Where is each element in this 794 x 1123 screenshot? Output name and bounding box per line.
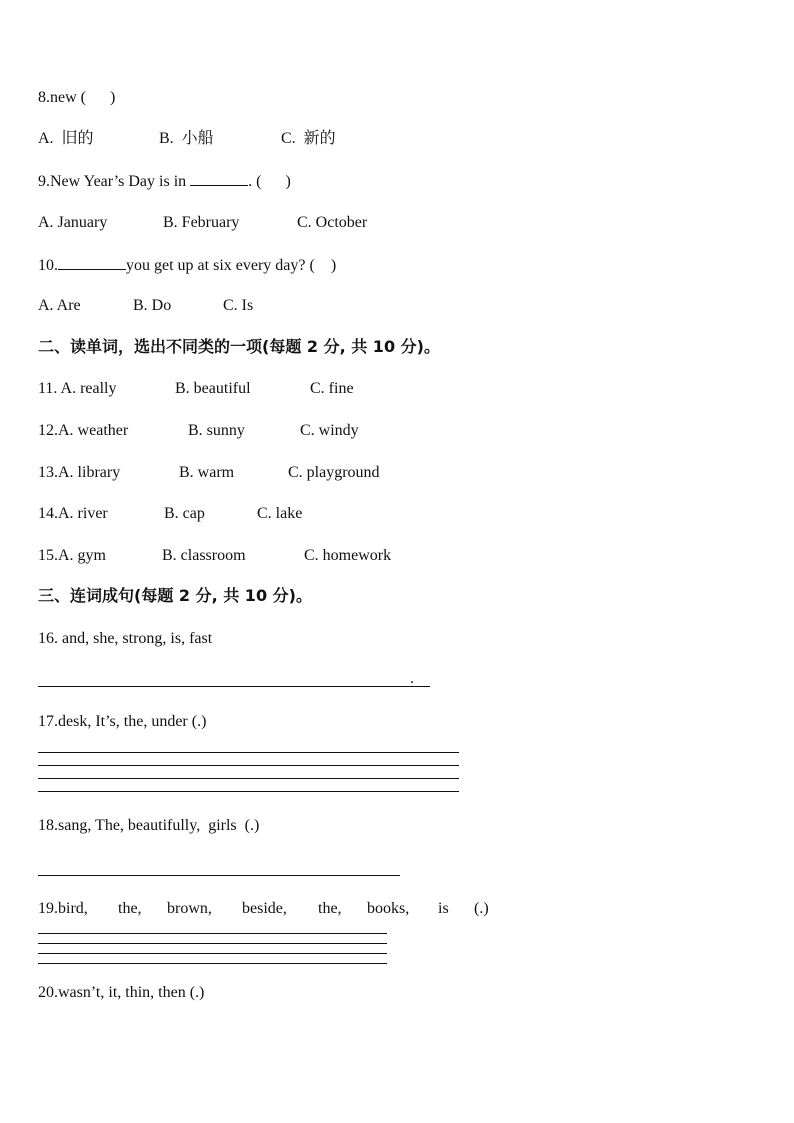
q19-word: (.) <box>474 900 489 917</box>
q12-option-a: 12.A. weather <box>38 422 129 439</box>
q8-stem: 8.new ( ) <box>38 89 116 106</box>
q9-blank[interactable] <box>190 171 248 186</box>
q9-stem-pre: 9.New Year’s Day is in <box>38 173 191 190</box>
q10-blank[interactable] <box>58 255 126 270</box>
q10-stem-post: you get up at six every day? ( ) <box>126 257 337 274</box>
q19-answer-line-3[interactable] <box>38 953 387 954</box>
q12-option-c: C. windy <box>300 422 359 439</box>
q16-period: . <box>410 670 414 687</box>
q15-option-a: 15.A. gym <box>38 547 106 564</box>
q19-word: brown, <box>167 900 212 917</box>
q9-option-b: B. February <box>163 214 240 231</box>
q19-word: is <box>438 900 449 917</box>
q10-stem-pre: 10. <box>38 257 58 274</box>
q19-answer-line-1[interactable] <box>38 933 387 934</box>
q13-option-a: 13.A. library <box>38 464 121 481</box>
q11-option-c: C. fine <box>310 380 354 397</box>
q9-option-c: C. October <box>297 214 368 231</box>
q9-stem <box>38 171 291 192</box>
q16-answer-line[interactable] <box>38 686 430 687</box>
q9-stem-post: . ( ) <box>248 173 291 190</box>
q14-option-b: B. cap <box>164 505 205 522</box>
q19-answer-line-4[interactable] <box>38 963 387 964</box>
q15-option-b: B. classroom <box>162 547 246 564</box>
q17-answer-line-3[interactable] <box>38 778 459 779</box>
q12-option-b: B. sunny <box>188 422 245 439</box>
q14-option-a: 14.A. river <box>38 505 108 522</box>
q10-stem <box>38 255 336 276</box>
q20-words: 20.wasn’t, it, thin, then (.) <box>38 984 205 1001</box>
q17-answer-line-4[interactable] <box>38 791 459 792</box>
q9-option-a: A. January <box>38 214 108 231</box>
q17-words: 17.desk, It’s, the, under (.) <box>38 713 207 730</box>
q18-words: 18.sang, The, beautifully, girls (.) <box>38 817 260 834</box>
q16-words: 16. and, she, strong, is, fast <box>38 630 213 647</box>
q8-option-c: C. 新的 <box>281 130 336 147</box>
q10-option-a: A. Are <box>38 297 81 314</box>
q13-option-b: B. warm <box>179 464 235 481</box>
q18-answer-line[interactable] <box>38 875 400 876</box>
q17-answer-line-2[interactable] <box>38 765 459 766</box>
q13-option-c: C. playground <box>288 464 380 481</box>
q17-answer-line-1[interactable] <box>38 752 459 753</box>
q8-option-a: A. 旧的 <box>38 130 94 147</box>
q15-option-c: C. homework <box>304 547 392 564</box>
q19-word: the, <box>118 900 142 917</box>
q11-option-b: B. beautiful <box>175 380 251 397</box>
q8-option-b: B. 小船 <box>159 130 214 147</box>
q19-word: beside, <box>242 900 287 917</box>
section-three-heading: 三、连词成句(每题 2 分, 共 10 分)。 <box>38 586 312 605</box>
q19-word: books, <box>367 900 410 917</box>
q19-word: 19.bird, <box>38 900 88 917</box>
q14-option-c: C. lake <box>257 505 303 522</box>
q11-option-a: 11. A. really <box>38 380 117 397</box>
q19-word: the, <box>318 900 342 917</box>
q10-option-b: B. Do <box>133 297 172 314</box>
q10-option-c: C. Is <box>223 297 254 314</box>
section-two-heading: 二、读单词，选出不同类的一项(每题 2 分, 共 10 分)。 <box>38 337 440 356</box>
q19-answer-line-2[interactable] <box>38 943 387 944</box>
